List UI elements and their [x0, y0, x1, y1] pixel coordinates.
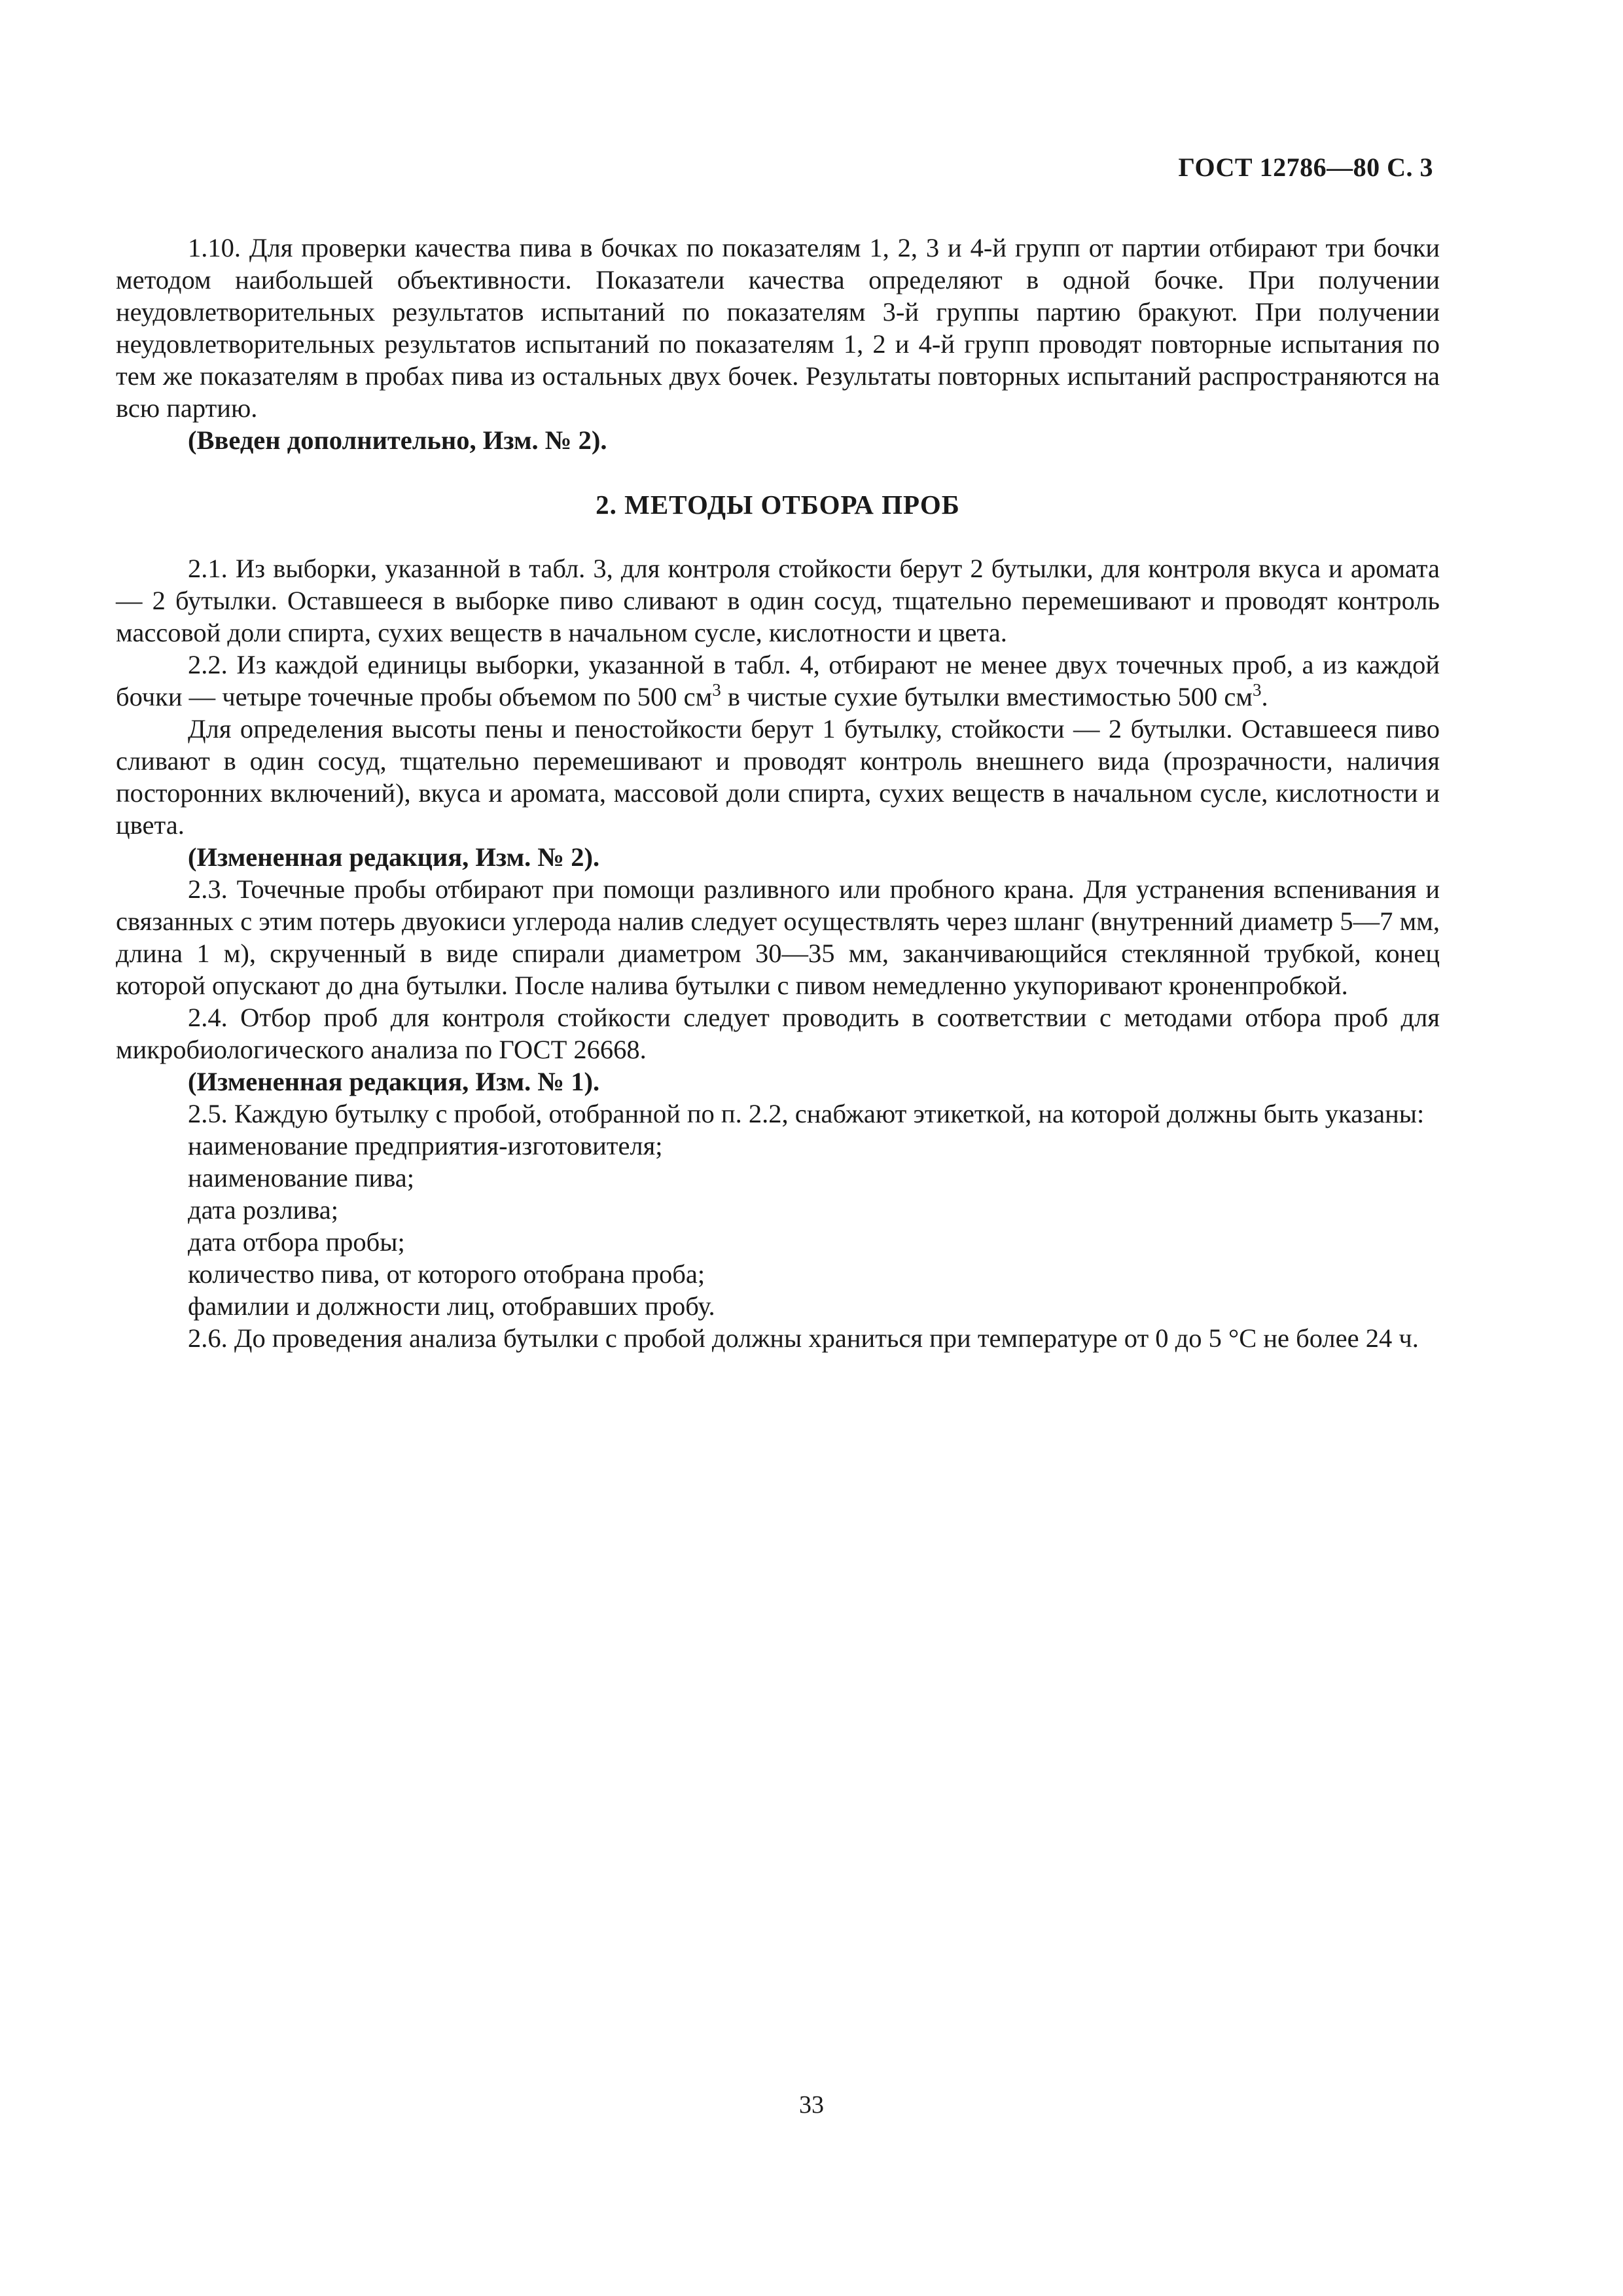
- paragraph-2-2-text-a: 2.2. Из каждой единицы выборки, указанной в табл. 4, отбирают не менее двух точечных проб, а из каждой бочки — четыре точечные пробы объемом по 500 см: [116, 650, 1440, 711]
- section-heading: 2. МЕТОДЫ ОТБОРА ПРОБ: [596, 490, 960, 520]
- paragraph-2-4: 2.4. Отбор проб для контроля стойкости следует проводить в соответствии с методами отбора проб для микробиологического анализа по ГОСТ 26668.: [116, 1003, 1440, 1064]
- amendment-note: (Измененная редакция, Изм. № 2).: [188, 842, 600, 872]
- amendment-note: (Измененная редакция, Изм. № 1).: [188, 1067, 600, 1096]
- paragraph-2-6: 2.6. До проведения анализа бутылки с пробой должны храниться при температуре от 0 до 5 °С не более 24 ч.: [188, 1323, 1419, 1353]
- list-item: наименование предприятия-изготовителя;: [188, 1131, 663, 1160]
- paragraph-2-3: 2.3. Точечные пробы отбирают при помощи разливного или пробного крана. Для устранения вспенивания и связанных с этим потерь двуокиси углерода налив следует осуществлять через шланг (внутренний диаметр 5—7 мм, длина 1 м), скрученный в виде спирали диаметром 30—35 мм, заканчивающийся стеклянной трубкой, конец которой опускают до дна бутылки. После налива бутылки с пивом немедленно укупоривают кроненпробкой.: [116, 874, 1440, 1000]
- paragraph-2-1: 2.1. Из выборки, указанной в табл. 3, для контроля стойкости берут 2 бутылки, для контроля вкуса и аромата — 2 бутылки. Оставшееся в выборке пиво сливают в один сосуд, тщательно перемешивают и проводят контроль массовой доли спирта, сухих веществ в начальном сусле, кислотности и цвета.: [116, 554, 1440, 647]
- list-item: дата отбора пробы;: [188, 1227, 405, 1257]
- paragraph-1-10: 1.10. Для проверки качества пива в бочках по показателям 1, 2, 3 и 4-й групп от партии отбирают три бочки методом наибольшей объективности. Показатели качества определяют в одной бочке. При получении неудовлетворительных результатов испытаний по показателям 3-й группы партию бракуют. При получении неудовлетворительных результатов испытаний по показателям 1, 2 и 4-й групп проводят повторные испытания по тем же показателям в пробах пива из остальных двух бочек. Результаты повторных испытаний распространяются на всю партию.: [116, 233, 1440, 423]
- list-item: наименование пива;: [188, 1163, 415, 1193]
- paragraph-2-2-continued: Для определения высоты пены и пеностойкости берут 1 бутылку, стойкости — 2 бутылки. Оставшееся пиво сливают в один сосуд, тщательно перемешивают и проводят контроль внешнего вида (прозрачности, наличия посторонних включений), вкуса и аромата, массовой доли спирта, сухих веществ в начальном сусле, кислотности и цвета.: [116, 714, 1440, 840]
- superscript-3: 3: [1253, 680, 1262, 700]
- running-header: ГОСТ 12786—80 С. 3: [1178, 152, 1433, 182]
- superscript-3: 3: [712, 680, 721, 700]
- paragraph-2-2: [116, 649, 1440, 713]
- paragraph-2-5: 2.5. Каждую бутылку с пробой, отобранной по п. 2.2, снабжают этикеткой, на которой должны быть указаны:: [188, 1099, 1425, 1128]
- list-item: количество пива, от которого отобрана проба;: [188, 1259, 705, 1289]
- amendment-note: (Введен дополнительно, Изм. № 2).: [188, 425, 607, 455]
- paragraph-2-2-text-c: .: [1261, 682, 1268, 711]
- list-item: дата розлива;: [188, 1195, 339, 1225]
- body-text: [116, 232, 1440, 1354]
- paragraph-2-2-text-b: в чистые сухие бутылки вместимостью 500 см: [721, 682, 1253, 711]
- list-item: фамилии и должности лиц, отобравших пробу.: [188, 1291, 715, 1321]
- page-number: 33: [799, 2091, 824, 2119]
